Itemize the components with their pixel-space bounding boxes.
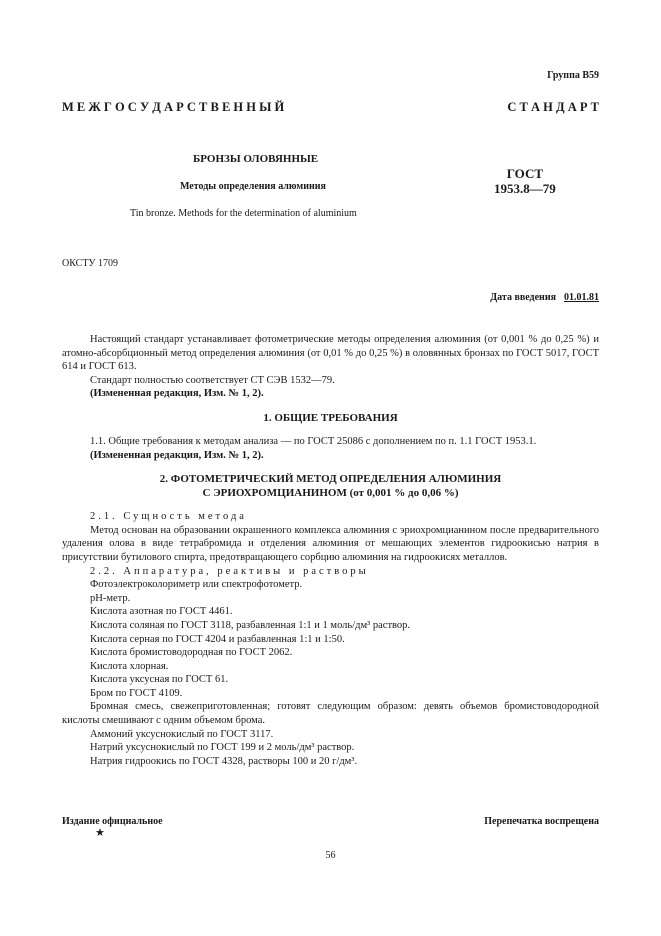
list-item: Кислота бромистоводородная по ГОСТ 2062. (90, 647, 293, 659)
interstate-standard-banner (62, 101, 599, 115)
group-code: Группа В59 (547, 70, 599, 81)
official-edition-label: Издание официальное (62, 816, 163, 827)
list-item: Кислота соляная по ГОСТ 3118, разбавленная 1:1 и 1 моль/дм³ раствор. (90, 619, 411, 631)
section2-heading-line2: С ЭРИОХРОМЦИАНИНОМ (от 0,001 % до 0,06 %) (202, 487, 459, 500)
document-body (62, 333, 599, 768)
list-item: Натрия гидроокись по ГОСТ 4328, растворы 100 и 20 г/дм³. (90, 755, 358, 767)
list-item: Кислота хлорная. (90, 660, 169, 672)
section2-heading-line1: 2. ФОТОМЕТРИЧЕСКИЙ МЕТОД ОПРЕДЕЛЕНИЯ АЛЮМИНИЯ (159, 473, 502, 486)
banner-left: М Е Ж Г О С У Д А Р С Т В Е Н Н Ы Й (62, 100, 285, 114)
list-item: Кислота серная по ГОСТ 4204 и разбавленная 1:1 и 1:50. (90, 633, 345, 645)
section1-heading: 1. ОБЩИЕ ТРЕБОВАНИЯ (263, 411, 398, 424)
intro-amendment: (Измененная редакция, Изм. № 1, 2). (90, 388, 264, 400)
effective-date-label: Дата введения (490, 292, 556, 303)
subsection-2-1-text: Метод основан на образовании окрашенного комплекса алюминия с эриохромцианином после предварительного удаления олова в виде тетрабромида и отделения алюминия от мешающих элементов гидроокисью натрия в присутствии бутилового спирта, предотвращающего сорбцию алюминия на гидроокисях металлов. (62, 524, 599, 563)
bromine-mixture: Бромная смесь, свежеприготовленная; готовят следующим образом: девять объемов бромистоводородной кислоты смешивают с одним объемом брома. (62, 701, 599, 727)
okstu-code: ОКСТУ 1709 (62, 258, 119, 269)
gost-label: ГОСТ (506, 166, 544, 181)
subsection-2-2-title: 2.2. Аппаратура, реактивы и растворы (90, 565, 369, 577)
list-item: рН-метр. (90, 592, 131, 604)
subsection-2-1-title: 2.1. Сущность метода (90, 511, 247, 523)
intro-paragraph: Настоящий стандарт устанавливает фотометрические методы определения алюминия (от 0,001 % до 0,25 %) и атомно-абсорбционный метод определения алюминия (от 0,01 % до 0,25 %) в оловянных бронзах по ГОСТ 5017, ГОСТ 614 и ГОСТ 613. (62, 334, 599, 373)
list-item: Фотоэлектроколориметр или спектрофотометр. (90, 579, 303, 591)
list-item: Кислота азотная по ГОСТ 4461. (90, 606, 233, 618)
list-item: Бром по ГОСТ 4109. (90, 687, 183, 699)
intro-compliance: Стандарт полностью соответствует СТ СЭВ 1532—79. (90, 374, 335, 386)
effective-date (490, 291, 599, 305)
list-item: Кислота уксусная по ГОСТ 61. (90, 674, 229, 686)
gost-number (494, 166, 556, 196)
section1-amendment: (Измененная редакция, Изм. № 1, 2). (90, 449, 264, 461)
list-item: Натрий уксуснокислый по ГОСТ 199 и 2 моль/дм³ раствор. (90, 742, 355, 754)
banner-right: С Т А Н Д А Р Т (507, 100, 599, 114)
section1-paragraph: 1.1. Общие требования к методам анализа — по ГОСТ 25086 с дополнением по п. 1.1 ГОСТ 1953.1. (90, 435, 537, 447)
document-subtitle: Методы определения алюминия (180, 181, 326, 192)
star-icon: ★ (95, 827, 105, 839)
reprint-prohibited-label: Перепечатка воспрещена (484, 816, 599, 827)
english-title: Tin bronze. Methods for the determination of aluminium (130, 208, 357, 219)
effective-date-value: 01.01.81 (564, 292, 599, 303)
list-item: Аммоний уксуснокислый по ГОСТ 3117. (90, 728, 274, 740)
gost-code: 1953.8—79 (494, 181, 556, 196)
page-number: 56 (325, 850, 336, 861)
document-title: БРОНЗЫ ОЛОВЯННЫЕ (193, 153, 319, 165)
